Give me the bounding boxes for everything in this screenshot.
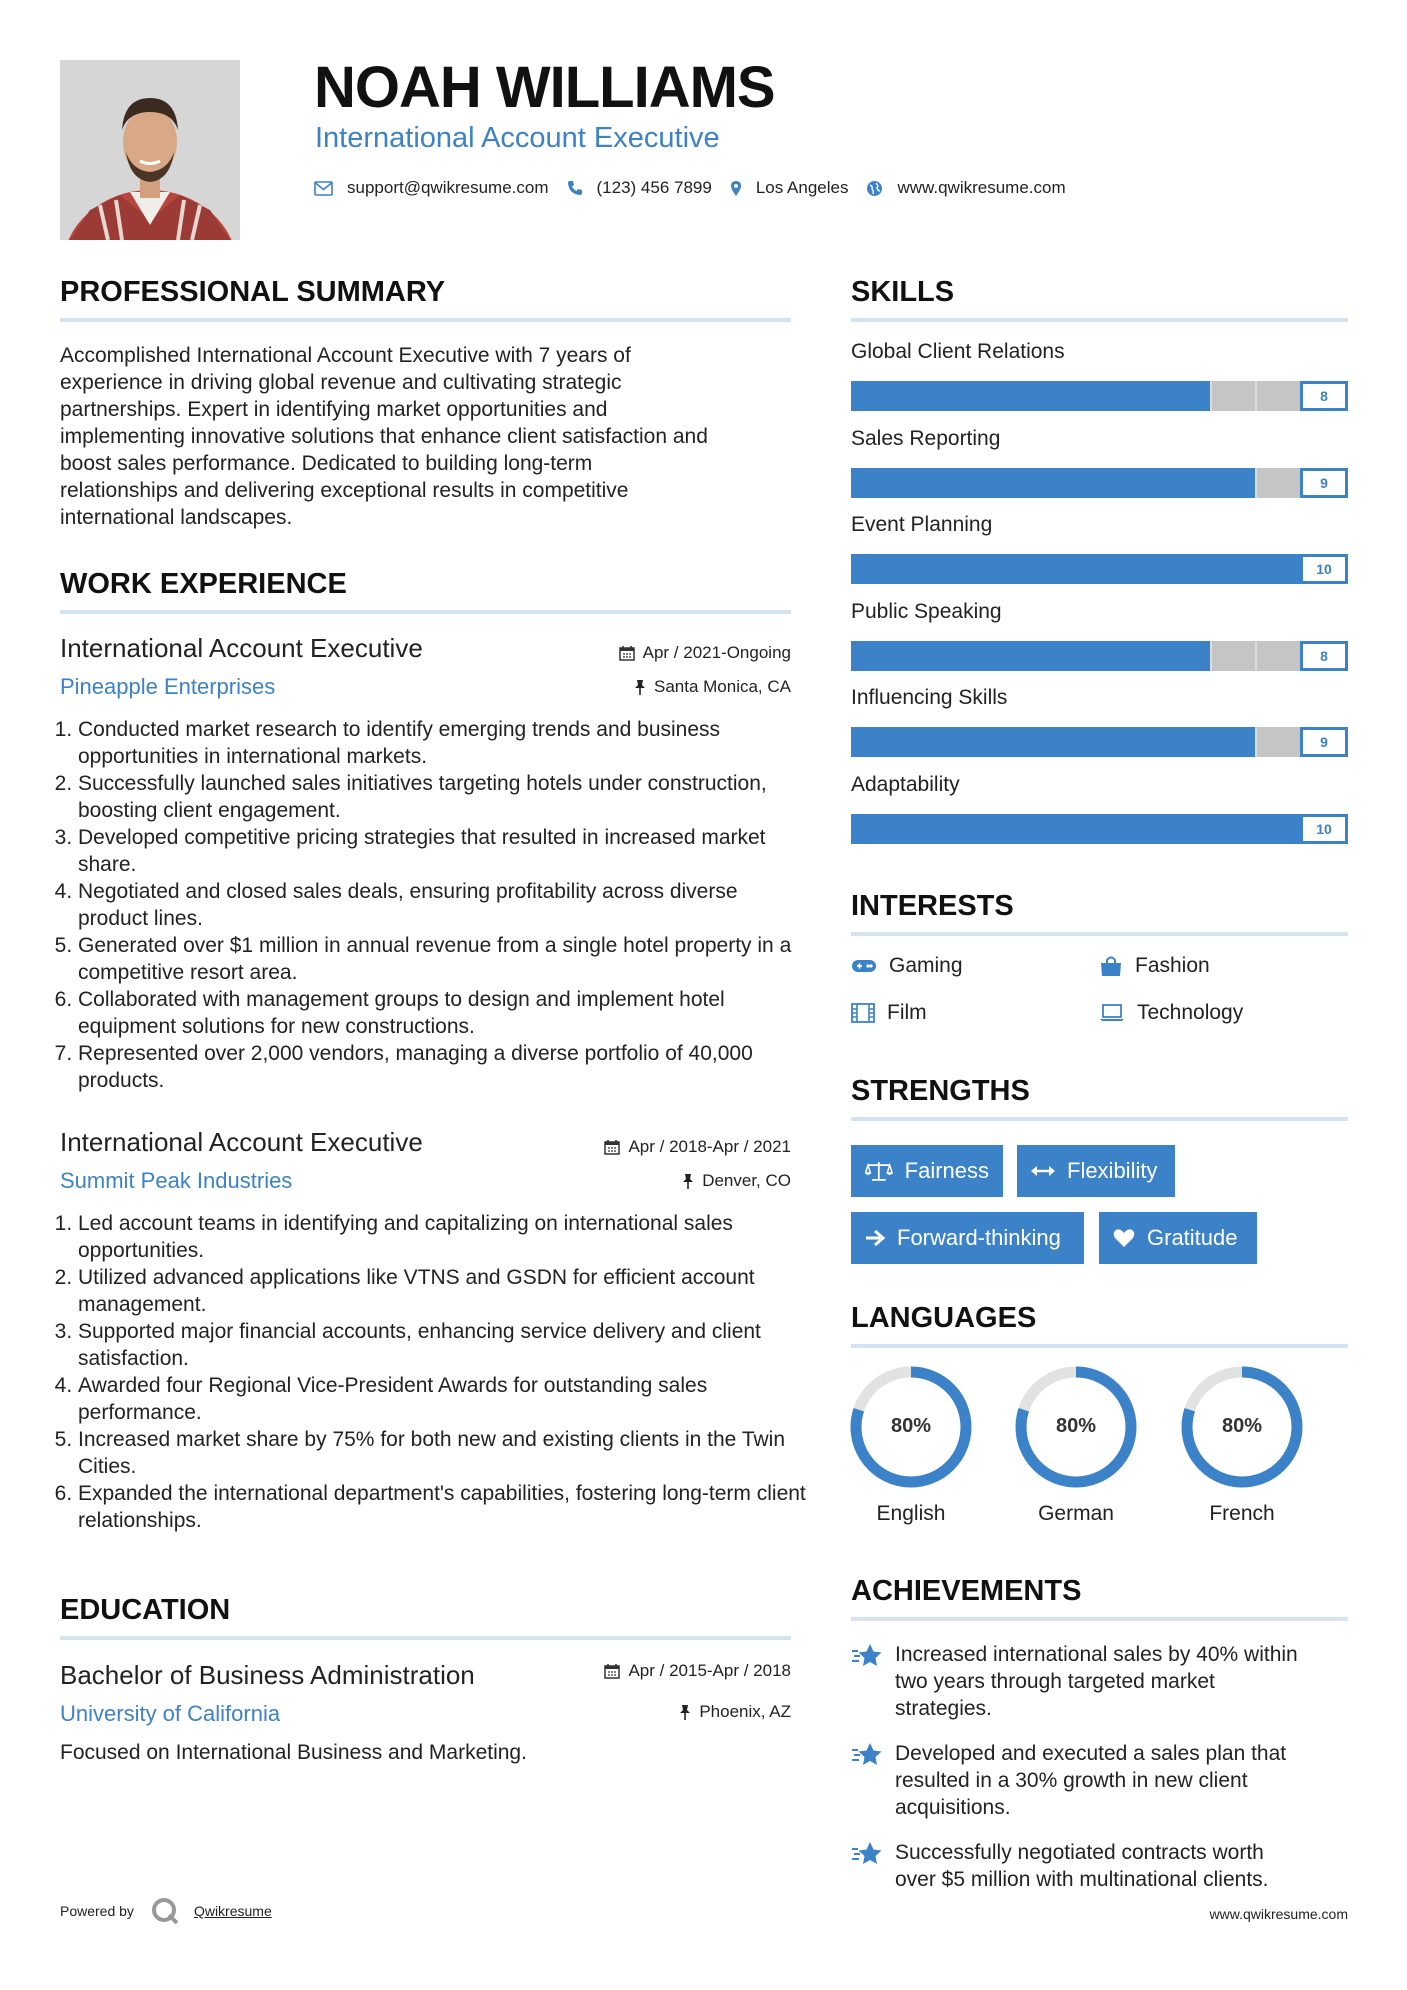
skill-bar-divider xyxy=(1120,727,1122,757)
achievement-line: resulted in a 30% growth in new client xyxy=(895,1769,1248,1792)
job-location-text: Santa Monica, CA xyxy=(653,677,791,696)
degree-title: Bachelor of Business Administration xyxy=(60,1660,475,1690)
company-name: Pineapple Enterprises xyxy=(60,674,276,699)
skill-level-badge: 8 xyxy=(1300,641,1348,671)
skill-bar-divider xyxy=(896,468,898,498)
skill-name: Public Speaking xyxy=(851,600,1002,623)
contact-phone-text: (123) 456 7899 xyxy=(596,178,712,197)
skill-bar-divider xyxy=(1210,641,1212,671)
skill-bar-divider xyxy=(1076,468,1078,498)
skill-bar-divider xyxy=(1210,381,1212,411)
skill-level-badge: 9 xyxy=(1300,727,1348,757)
strength-badge xyxy=(851,1212,1084,1264)
skill-bar-divider xyxy=(1031,814,1033,844)
summary-line: boost sales performance. Dedicated to building long-term xyxy=(60,452,593,475)
job-location-text: Denver, CO xyxy=(702,1171,791,1190)
contact-bar xyxy=(314,178,1084,198)
film-icon xyxy=(851,1003,875,1023)
achievement-line: Increased international sales by 40% within xyxy=(895,1643,1298,1666)
language-name: French xyxy=(1209,1502,1275,1525)
strength-label: Gratitude xyxy=(1147,1225,1238,1250)
school-name: University of California xyxy=(60,1701,281,1726)
contact-phone[interactable] xyxy=(567,178,712,198)
language-percent: 80% xyxy=(890,1415,932,1437)
skills-heading: SKILLS xyxy=(851,276,1348,322)
skill-bar-divider xyxy=(986,727,988,757)
education-description: Focused on International Business and Marketing. xyxy=(60,1741,527,1764)
skill-bar-divider xyxy=(1031,641,1033,671)
skill-bar-divider xyxy=(896,727,898,757)
skill-bar-divider xyxy=(1165,381,1167,411)
achievement-text xyxy=(895,1839,1269,1893)
skill-bar-divider xyxy=(896,381,898,411)
language-percent: 80% xyxy=(1055,1415,1097,1437)
skill-bar-divider xyxy=(1255,381,1257,411)
candidate-name: NOAH WILLIAMS xyxy=(314,55,775,120)
skill-bar-divider xyxy=(1076,814,1078,844)
skill-bar-divider xyxy=(986,814,988,844)
company-name: Summit Peak Industries xyxy=(60,1168,293,1193)
job-dates-text: Apr / 2018-Apr / 2021 xyxy=(628,1137,791,1156)
profile-photo xyxy=(60,60,240,240)
qwikresume-logo-icon xyxy=(150,1896,180,1926)
strength-badge xyxy=(1099,1212,1257,1264)
achievement-item xyxy=(851,1740,1286,1821)
skill-bar-divider xyxy=(1165,814,1167,844)
summary-line: partnerships. Expert in identifying market opportunities and xyxy=(60,398,608,421)
achievement-line: Successfully negotiated contracts worth xyxy=(895,1841,1264,1864)
interest-item xyxy=(1099,954,1210,978)
skill-bar-divider xyxy=(986,641,988,671)
skill-bar xyxy=(851,814,1348,844)
strength-label: Fairness xyxy=(904,1158,989,1183)
skill-bar-divider xyxy=(1255,727,1257,757)
job-location xyxy=(470,1171,791,1191)
achievement-line: two years through targeted market xyxy=(895,1670,1215,1693)
skill-name: Global Client Relations xyxy=(851,340,1065,363)
skill-level-badge: 9 xyxy=(1300,468,1348,498)
job-title: International Account Executive xyxy=(60,1127,423,1157)
job-location xyxy=(470,677,791,697)
job-dates-text: Apr / 2021-Ongoing xyxy=(642,643,791,662)
skill-bar-divider xyxy=(1165,468,1167,498)
contact-website[interactable] xyxy=(866,178,1065,198)
skill-bar-divider xyxy=(1120,641,1122,671)
strength-badge xyxy=(1017,1145,1175,1197)
skill-level-badge: 10 xyxy=(1300,554,1348,584)
star-icon xyxy=(851,1841,883,1867)
skill-bar-divider xyxy=(1255,641,1257,671)
achievement-line: strategies. xyxy=(895,1697,992,1720)
skill-bar-divider xyxy=(941,381,943,411)
job-bullet: 2. Utilized advanced applications like VTNS and GSDN for efficient account management. xyxy=(78,1264,809,1318)
heart-icon xyxy=(1113,1228,1135,1248)
skill-name: Adaptability xyxy=(851,773,960,796)
skill-bar-divider xyxy=(1031,381,1033,411)
contact-email[interactable] xyxy=(314,178,549,198)
interest-item xyxy=(851,1001,927,1025)
languages-heading: LANGUAGES xyxy=(851,1302,1348,1348)
skill-name: Event Planning xyxy=(851,513,993,536)
strength-label: Flexibility xyxy=(1067,1158,1158,1183)
skill-bar-divider xyxy=(1210,554,1212,584)
skill-bar xyxy=(851,381,1348,411)
job-bullet: 5. Increased market share by 75% for both new and existing clients in the Twin Cities. xyxy=(78,1426,809,1480)
phone-icon xyxy=(567,180,583,196)
interest-label: Gaming xyxy=(889,954,963,977)
footer-site[interactable]: www.qwikresume.com xyxy=(1209,1906,1348,1922)
pin-icon xyxy=(634,679,646,696)
skill-level-badge: 8 xyxy=(1300,381,1348,411)
achievements-heading: ACHIEVEMENTS xyxy=(851,1575,1348,1621)
arrow-right-icon xyxy=(865,1229,885,1247)
job-bullet: 1. Conducted market research to identify emerging trends and business opportunities in international markets. xyxy=(78,716,809,770)
skill-bar xyxy=(851,727,1348,757)
pin-icon xyxy=(679,1704,691,1721)
interest-item xyxy=(1099,1001,1243,1025)
job-bullets xyxy=(60,1210,809,1534)
shopping-bag-icon xyxy=(1099,955,1123,977)
skill-bar-divider xyxy=(986,381,988,411)
skill-bar-divider xyxy=(1255,468,1257,498)
education-location xyxy=(470,1702,791,1722)
powered-by-label: Powered by xyxy=(60,1903,134,1919)
balance-scale-icon xyxy=(865,1160,893,1182)
education-dates xyxy=(470,1661,791,1681)
interest-label: Technology xyxy=(1137,1001,1244,1024)
job-bullets xyxy=(60,716,809,1094)
candidate-title: International Account Executive xyxy=(315,122,720,154)
skill-bar-divider xyxy=(986,554,988,584)
skill-name: Influencing Skills xyxy=(851,686,1008,709)
summary-heading: PROFESSIONAL SUMMARY xyxy=(60,276,791,322)
skill-bar-divider xyxy=(1165,727,1167,757)
skill-bar-divider xyxy=(1076,641,1078,671)
skill-bar xyxy=(851,468,1348,498)
skill-bar xyxy=(851,641,1348,671)
skill-bar-divider xyxy=(1031,727,1033,757)
achievement-item xyxy=(851,1839,1269,1893)
calendar-icon xyxy=(604,1663,620,1679)
skill-bar-fill xyxy=(851,727,1255,757)
skill-bar-divider xyxy=(1255,814,1257,844)
experience-heading: WORK EXPERIENCE xyxy=(60,568,791,614)
skill-bar-divider xyxy=(1076,554,1078,584)
skill-bar-divider xyxy=(1165,554,1167,584)
map-marker-icon xyxy=(730,180,742,197)
job-bullet: 6. Collaborated with management groups to design and implement hotel equipment solutions for new constructions. xyxy=(78,986,809,1040)
job-bullet: 6. Expanded the international department's capabilities, fostering long-term client relationships. xyxy=(78,1480,809,1534)
achievement-text xyxy=(895,1740,1286,1821)
job-bullet: 4. Awarded four Regional Vice-President Awards for outstanding sales performance. xyxy=(78,1372,809,1426)
summary-line: implementing innovative solutions that enhance client satisfaction and xyxy=(60,425,708,448)
job-dates xyxy=(470,643,791,663)
gamepad-icon xyxy=(851,958,877,974)
qwikresume-link[interactable]: Qwikresume xyxy=(193,1903,272,1919)
summary-text xyxy=(60,342,800,531)
skill-name: Sales Reporting xyxy=(851,427,1001,450)
interest-label: Fashion xyxy=(1135,954,1210,977)
contact-location xyxy=(730,178,849,198)
summary-line: Accomplished International Account Executive with 7 years of xyxy=(60,344,631,367)
skill-bar-divider xyxy=(1120,554,1122,584)
arrows-horizontal-icon xyxy=(1031,1164,1055,1178)
envelope-icon xyxy=(314,181,333,196)
job-bullet: 5. Generated over $1 million in annual revenue from a single hotel property in a competitive resort area. xyxy=(78,932,809,986)
achievement-text xyxy=(895,1641,1298,1722)
skill-bar-divider xyxy=(941,641,943,671)
education-dates-text: Apr / 2015-Apr / 2018 xyxy=(628,1661,791,1680)
education-location-text: Phoenix, AZ xyxy=(699,1702,791,1721)
achievement-item xyxy=(851,1641,1298,1722)
skill-bar-divider xyxy=(1210,727,1212,757)
skill-bar-divider xyxy=(941,468,943,498)
skill-bar-divider xyxy=(941,814,943,844)
job-bullet: 7. Represented over 2,000 vendors, managing a diverse portfolio of 40,000 products. xyxy=(78,1040,809,1094)
skill-bar-divider xyxy=(941,554,943,584)
globe-icon xyxy=(866,180,883,197)
interest-item xyxy=(851,954,963,978)
skill-bar-divider xyxy=(941,727,943,757)
summary-line: international landscapes. xyxy=(60,506,293,529)
skill-bar-divider xyxy=(1031,554,1033,584)
job-bullet: 2. Successfully launched sales initiatives targeting hotels under construction, boosting client engagement. xyxy=(78,770,809,824)
summary-line: relationships and delivering exceptional results in competitive xyxy=(60,479,629,502)
laptop-icon xyxy=(1099,1004,1125,1022)
skill-bar-divider xyxy=(1165,641,1167,671)
job-title: International Account Executive xyxy=(60,633,423,663)
skill-level-badge: 10 xyxy=(1300,814,1348,844)
skill-bar-divider xyxy=(896,814,898,844)
skill-bar-divider xyxy=(1210,468,1212,498)
calendar-icon xyxy=(604,1139,620,1155)
skill-bar-divider xyxy=(896,554,898,584)
skill-bar-divider xyxy=(1120,381,1122,411)
language-name: English xyxy=(876,1502,946,1525)
interest-label: Film xyxy=(887,1001,927,1024)
star-icon xyxy=(851,1643,883,1669)
interests-heading: INTERESTS xyxy=(851,890,1348,936)
strength-badge xyxy=(851,1145,1003,1197)
summary-line: experience in driving global revenue and cultivating strategic xyxy=(60,371,622,394)
footer-powered-by xyxy=(60,1896,272,1926)
strength-label: Forward-thinking xyxy=(897,1225,1061,1250)
star-icon xyxy=(851,1742,883,1768)
achievement-line: Developed and executed a sales plan that xyxy=(895,1742,1287,1765)
achievement-line: over $5 million with multinational clients. xyxy=(895,1868,1269,1891)
pin-icon xyxy=(682,1173,694,1190)
contact-website-text: www.qwikresume.com xyxy=(897,178,1066,197)
job-bullet: 3. Developed competitive pricing strategies that resulted in increased market share. xyxy=(78,824,809,878)
skill-bar-divider xyxy=(986,468,988,498)
calendar-icon xyxy=(619,645,635,661)
job-bullet: 4. Negotiated and closed sales deals, ensuring profitability across diverse product lines. xyxy=(78,878,809,932)
skill-bar xyxy=(851,554,1348,584)
skill-bar-divider xyxy=(1210,814,1212,844)
skill-bar-divider xyxy=(1076,381,1078,411)
contact-location-text: Los Angeles xyxy=(755,178,849,197)
skill-bar-divider xyxy=(1255,554,1257,584)
contact-email-text: support@qwikresume.com xyxy=(347,178,549,197)
strengths-heading: STRENGTHS xyxy=(851,1075,1348,1121)
education-heading: EDUCATION xyxy=(60,1594,791,1640)
job-bullet: 3. Supported major financial accounts, enhancing service delivery and client satisfaction. xyxy=(78,1318,809,1372)
job-bullet: 1. Led account teams in identifying and capitalizing on international sales opportunities. xyxy=(78,1210,809,1264)
job-dates xyxy=(470,1137,791,1157)
skill-bar-divider xyxy=(1076,727,1078,757)
language-name: German xyxy=(1038,1502,1114,1525)
skill-bar-divider xyxy=(896,641,898,671)
skill-bar-divider xyxy=(1120,468,1122,498)
skill-bar-divider xyxy=(1031,468,1033,498)
achievement-line: acquisitions. xyxy=(895,1796,1011,1819)
skill-bar-fill xyxy=(851,468,1255,498)
language-percent: 80% xyxy=(1221,1415,1263,1437)
skill-bar-divider xyxy=(1120,814,1122,844)
